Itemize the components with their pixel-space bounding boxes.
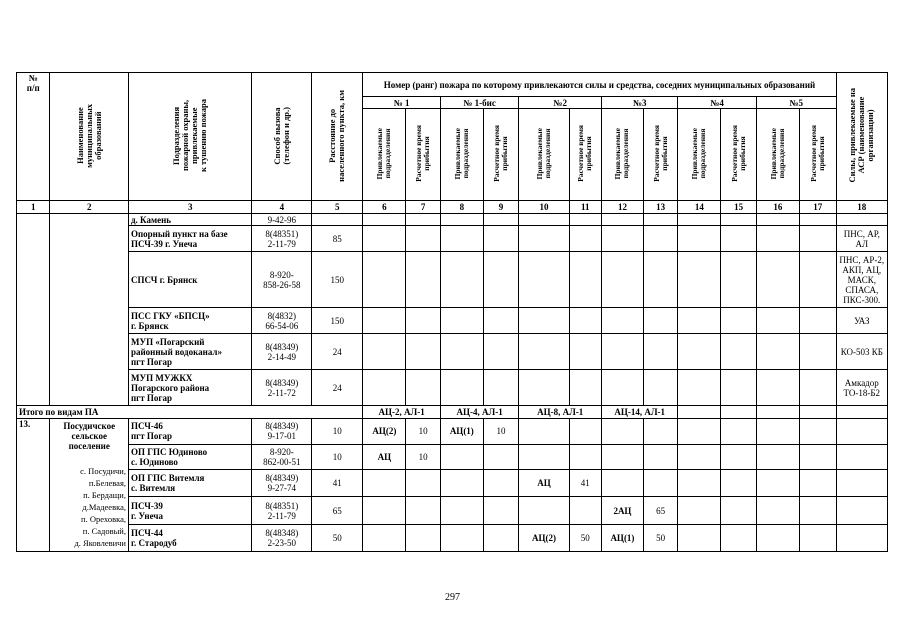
rank3-time: 65 (643, 497, 678, 525)
rank1-time (406, 497, 441, 525)
rank-5: №5 (756, 97, 836, 109)
rank1bis-units (440, 525, 483, 552)
unit-name: Опорный пункт на базе ПСЧ-39 г. Унеча (128, 226, 252, 252)
call-method: 8-920- 858-26-58 (252, 252, 312, 308)
rank3-time (643, 444, 678, 469)
header-group-title: Номер (ранг) пожара по которому привлекаются силы и средства, соседних муниципальных образований (363, 73, 836, 97)
header-call: Способ вызова (телефон и др.) (252, 73, 312, 201)
unit-name: ОП ГПС Юдиново с. Юдиново (128, 444, 252, 469)
asr-forces: ПНС, АР-2, АКП, АЦ, МАСК, СПАСА, ПКС-300. (836, 252, 887, 308)
unit-name: ПСЧ-44 г. Стародуб (128, 525, 252, 552)
table-row (17, 525, 888, 552)
rank3-units: АЦ(1) (602, 525, 644, 552)
distance: 150 (312, 308, 363, 334)
rank1bis-units: АЦ(1) (440, 419, 483, 445)
col-number: 9 (483, 201, 519, 214)
call-method: 8(48349) 9-27-74 (252, 469, 312, 497)
call-method: 8(48349) 9-17-01 (252, 419, 312, 445)
totals-row (17, 406, 888, 419)
totals-rank-1bis: АЦ-4, АЛ-1 (440, 406, 518, 419)
header-asr: Силы, привлекаемые на АСР (наименование организации) (836, 73, 887, 201)
asr-forces: Амкадор ТО-18-Б2 (836, 370, 887, 406)
table-row (17, 214, 888, 226)
table-row (17, 419, 888, 445)
col-number: 15 (721, 201, 757, 214)
table-row (17, 308, 888, 334)
col-number: 13 (643, 201, 678, 214)
rank2-units (519, 497, 569, 525)
col-number: 18 (836, 201, 887, 214)
rank2-units: АЦ (519, 469, 569, 497)
rank2-units (519, 419, 569, 445)
rank-3: №3 (602, 97, 678, 109)
header-num: № п/п (17, 73, 50, 201)
sub-units-1: Привлекаемые подразделения (363, 109, 406, 201)
call-method: 8-920- 862-00-51 (252, 444, 312, 469)
rank3-units (602, 444, 644, 469)
fire-plan-table (16, 72, 888, 552)
totals-label: Итого по видам ПА (17, 406, 363, 419)
col-number: 8 (440, 201, 483, 214)
municipality-name: Посудичское сельское поселение (63, 421, 116, 451)
rank2-units (519, 444, 569, 469)
col-number: 14 (678, 201, 721, 214)
call-method: 8(48349) 2-11-72 (252, 370, 312, 406)
header-units: Подразделения пожарной охраны, привлекаемые к тушению пожара (128, 73, 252, 201)
rank1-units (363, 525, 406, 552)
rank-1: № 1 (363, 97, 440, 109)
header-distance: Расстояние до населенного пункта, км (312, 73, 363, 201)
sub-units-6: Привлекаемые подразделения (756, 109, 799, 201)
municipality-cell (50, 419, 129, 552)
distance: 10 (312, 419, 363, 445)
rank3-time (643, 469, 678, 497)
distance: 41 (312, 469, 363, 497)
unit-name: СПСЧ г. Брянск (128, 252, 252, 308)
asr-forces: УАЗ (836, 308, 887, 334)
col-number: 10 (519, 201, 569, 214)
asr-forces: КО-503 КБ (836, 334, 887, 370)
rank1-time: 10 (406, 419, 441, 445)
table-row (17, 469, 888, 497)
sub-time-4: Расчетное время прибытия (643, 109, 678, 201)
sub-time-5: Расчетное время прибытия (721, 109, 757, 201)
rank1-units: АЦ (363, 444, 406, 469)
sub-units-2: Привлекаемые подразделения (440, 109, 483, 201)
sub-time-1: Расчетное время прибытия (406, 109, 441, 201)
rank2-time: 50 (569, 525, 601, 552)
header-municipality: Наименование муниципальных образований (50, 73, 129, 201)
rank1-units (363, 497, 406, 525)
sub-units-5: Привлекаемые подразделения (678, 109, 721, 201)
col-number: 11 (569, 201, 601, 214)
unit-name: ОП ГПС Витемля с. Витемля (128, 469, 252, 497)
rank1bis-time (483, 525, 519, 552)
column-numbers-row (17, 201, 888, 214)
rank-4: №4 (678, 97, 756, 109)
asr-forces (836, 214, 887, 226)
rank1bis-units (440, 444, 483, 469)
rank1bis-units (440, 469, 483, 497)
col-number: 17 (799, 201, 836, 214)
distance: 24 (312, 370, 363, 406)
call-method: 8(48349) 2-14-49 (252, 334, 312, 370)
rank-1bis: № 1-бис (440, 97, 518, 109)
call-method: 8(48351) 2-11-79 (252, 226, 312, 252)
rank1bis-units (440, 497, 483, 525)
totals-rank-1: АЦ-2, АЛ-1 (363, 406, 440, 419)
sub-time-3: Расчетное время прибытия (569, 109, 601, 201)
call-method: 8(48348) 2-23-50 (252, 525, 312, 552)
rank1bis-time (483, 469, 519, 497)
unit-name: д. Камень (128, 214, 252, 226)
municipality-empty (50, 214, 129, 406)
rank3-units (602, 419, 644, 445)
distance: 10 (312, 444, 363, 469)
col-number: 2 (50, 201, 129, 214)
rank2-time (569, 444, 601, 469)
rank1-units: АЦ(2) (363, 419, 406, 445)
col-number: 12 (602, 201, 644, 214)
distance: 65 (312, 497, 363, 525)
table-row (17, 226, 888, 252)
rank2-units: АЦ(2) (519, 525, 569, 552)
rank3-time (643, 419, 678, 445)
rank1-time: 10 (406, 444, 441, 469)
rank1bis-time: 10 (483, 419, 519, 445)
rank2-time (569, 497, 601, 525)
rank3-units (602, 469, 644, 497)
col-number: 3 (128, 201, 252, 214)
rank1-time (406, 525, 441, 552)
call-method: 8(48351) 2-11-79 (252, 497, 312, 525)
rank1-time (406, 469, 441, 497)
rank2-time (569, 419, 601, 445)
unit-name: ПСЧ-39 г. Унеча (128, 497, 252, 525)
col-number: 1 (17, 201, 50, 214)
distance: 85 (312, 226, 363, 252)
table-row (17, 444, 888, 469)
col-number: 16 (756, 201, 799, 214)
distance (312, 214, 363, 226)
call-method: 8(4832) 66-54-06 (252, 308, 312, 334)
rank3-units: 2АЦ (602, 497, 644, 525)
asr-forces: ПНС, АР, АЛ (836, 226, 887, 252)
col-number: 6 (363, 201, 406, 214)
sub-units-3: Привлекаемые подразделения (519, 109, 569, 201)
rank1bis-time (483, 444, 519, 469)
rank2-time: 41 (569, 469, 601, 497)
sub-units-4: Привлекаемые подразделения (602, 109, 644, 201)
row-num: 13. (17, 419, 50, 552)
col-number: 4 (252, 201, 312, 214)
page-number: 297 (445, 592, 460, 603)
sub-time-2: Расчетное время прибытия (483, 109, 519, 201)
table-row (17, 334, 888, 370)
rank1bis-time (483, 497, 519, 525)
rank3-time: 50 (643, 525, 678, 552)
call-method: 9-42-96 (252, 214, 312, 226)
municipality-settlements: с. Посудичи, п.Белевая, п. Бердащи, д.Мадеевка, п. Ореховка, п. Садовый, д. Яковлевичи (74, 466, 126, 548)
table-row (17, 252, 888, 308)
unit-name: ПСС ГКУ «БПСЦ» г. Брянск (128, 308, 252, 334)
unit-name: МУП МУЖКХ Погарского района пгт Погар (128, 370, 252, 406)
table-row (17, 497, 888, 525)
rank1-units (363, 469, 406, 497)
unit-name: МУП «Погарский районный водоканал» пгт Погар (128, 334, 252, 370)
col-number: 7 (406, 201, 441, 214)
totals-rank-3: АЦ-14, АЛ-1 (602, 406, 678, 419)
distance: 150 (312, 252, 363, 308)
table-row (17, 370, 888, 406)
totals-rank-2: АЦ-8, АЛ-1 (519, 406, 602, 419)
sub-time-6: Расчетное время прибытия (799, 109, 836, 201)
row-num-empty (17, 214, 50, 406)
distance: 24 (312, 334, 363, 370)
unit-name: ПСЧ-46 пгт Погар (128, 419, 252, 445)
distance: 50 (312, 525, 363, 552)
rank-2: №2 (519, 97, 602, 109)
col-number: 5 (312, 201, 363, 214)
